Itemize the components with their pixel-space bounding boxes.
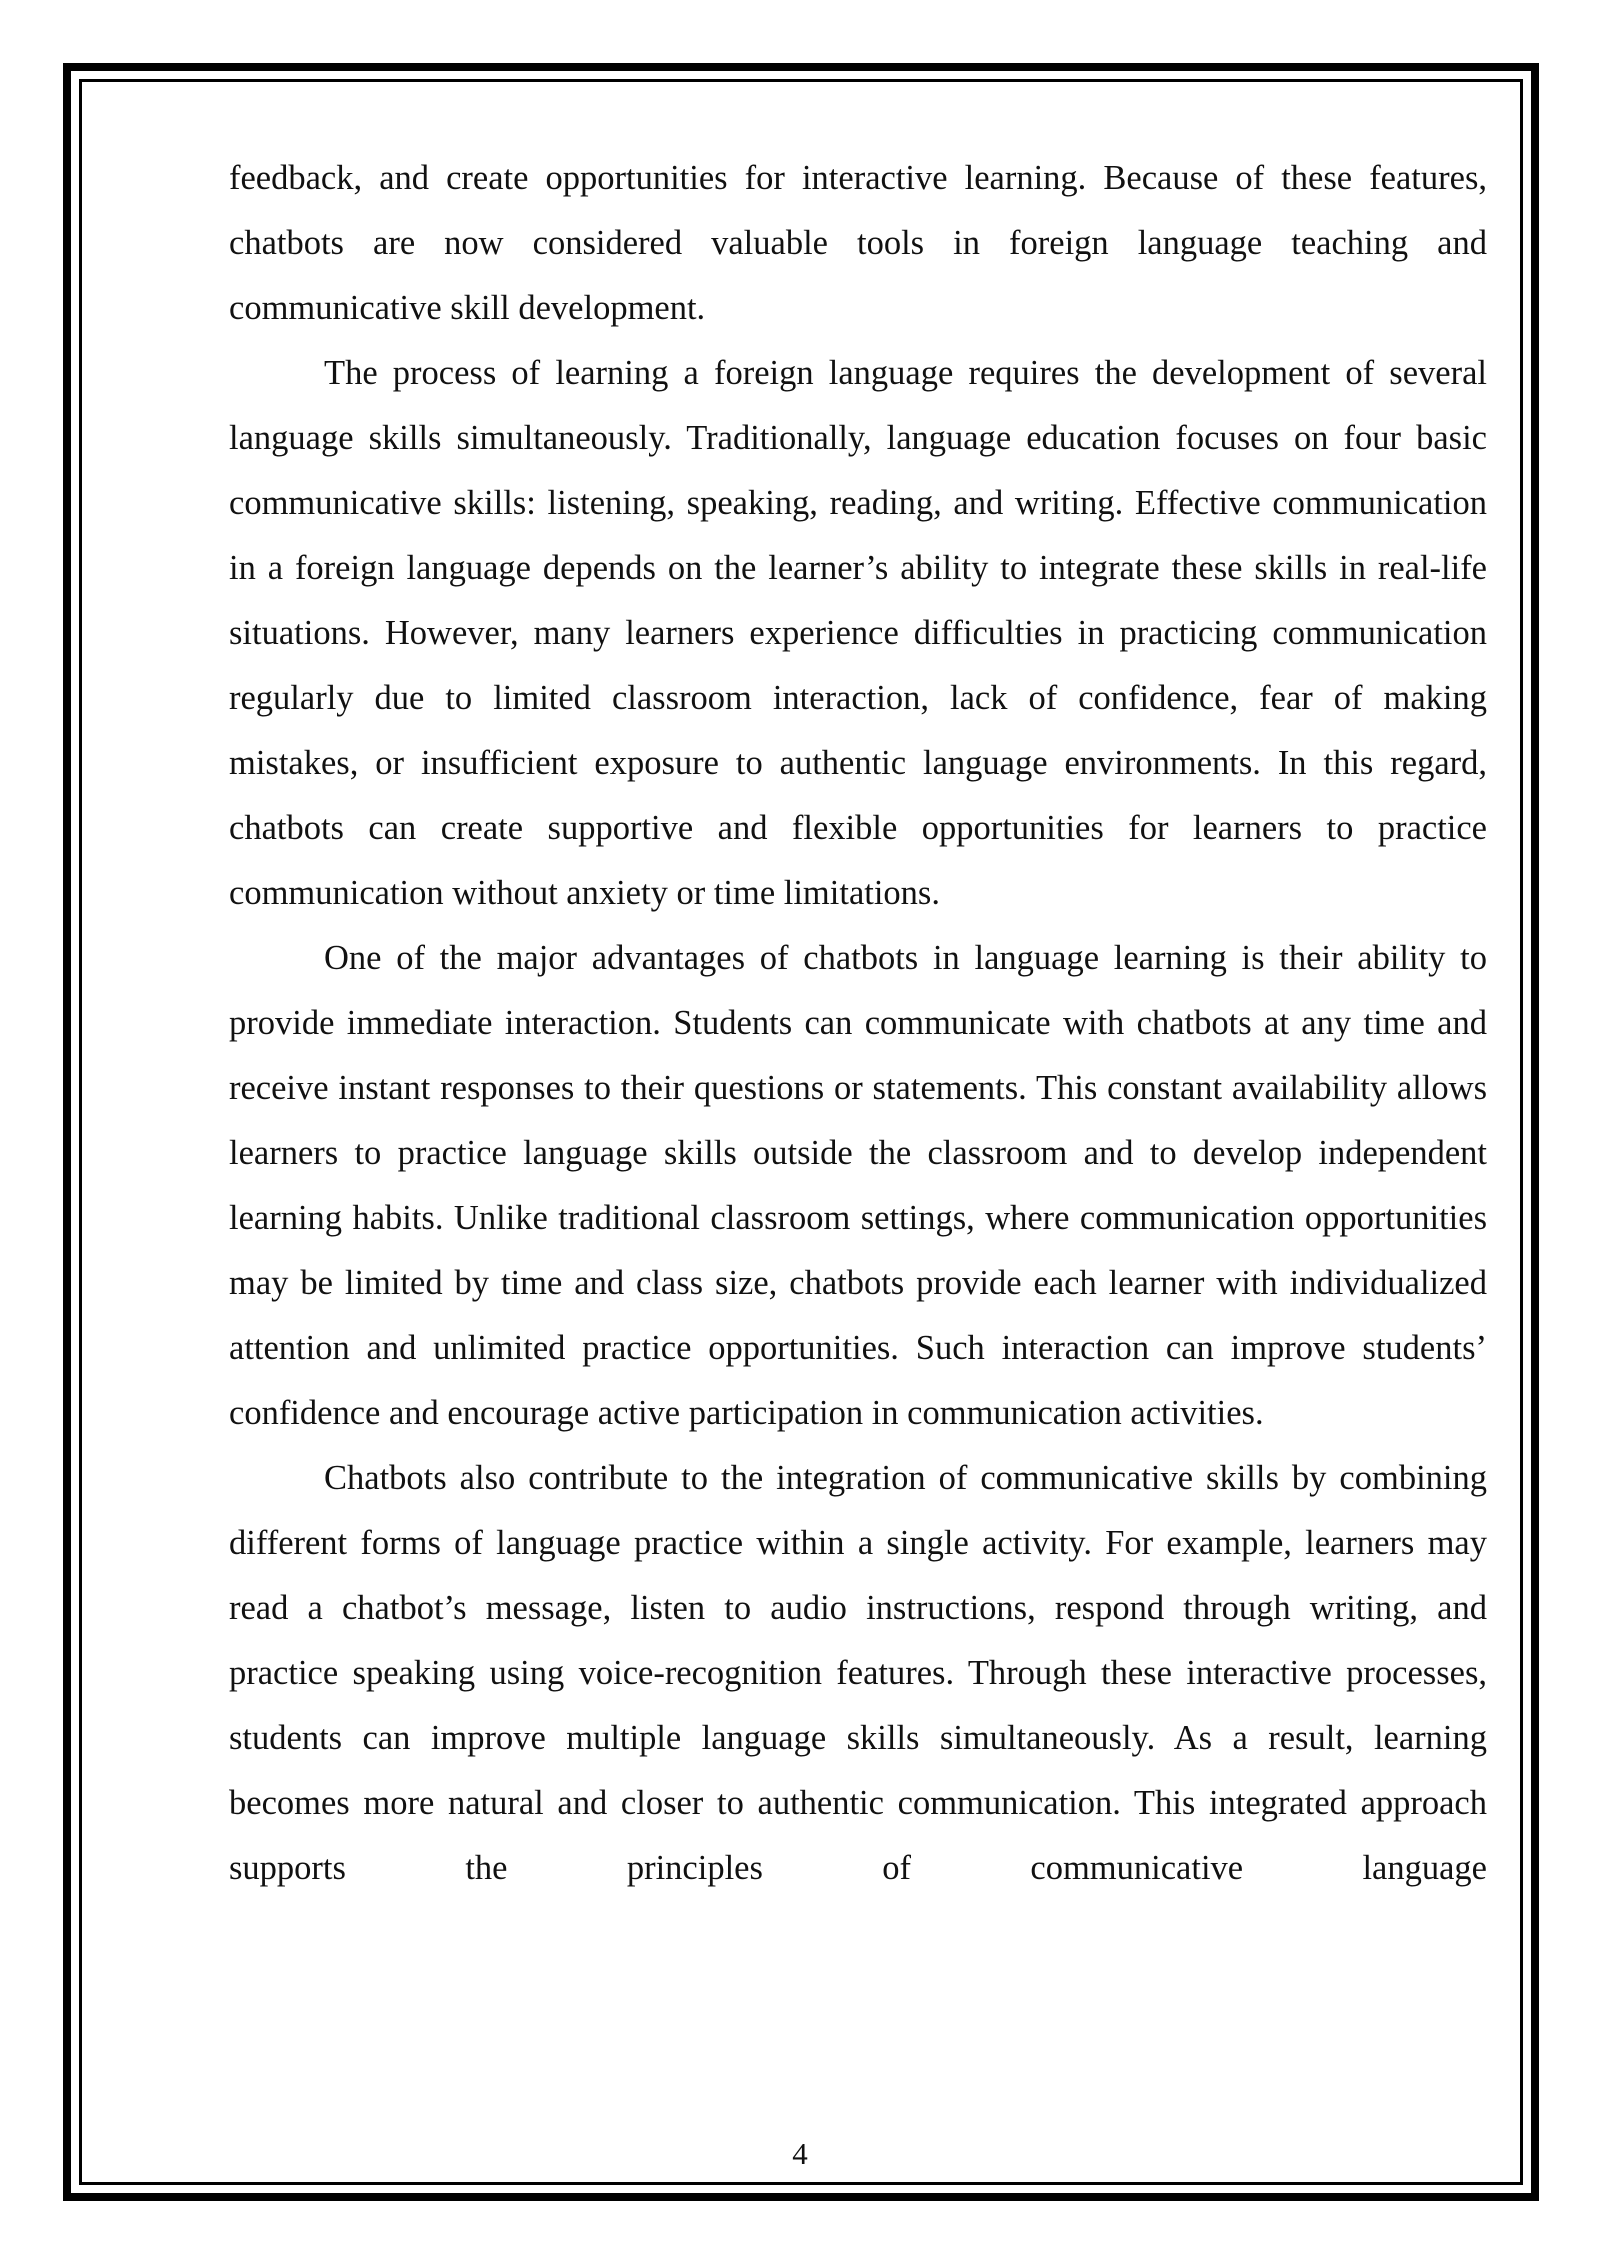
paragraph-skill-integration: Chatbots also contribute to the integration of communicative skills by combining different forms of language practice within a single activity. For example, learners may read a chatbot’s message, listen to audio instructions, respond through writing, and practice speaking using voice-recognition features. Through these interactive processes, students can improve multiple language skills simultaneously. As a result, learning becomes more natural and closer to authentic communication. This integrated approach supports the principles of communicative language xyxy=(229,1459,1487,1887)
paragraph-language-skills: The process of learning a foreign language requires the development of several language skills simultaneously. Traditionally, language education focuses on four basic communicative skills: listening, speaking, reading, and writing. Effective communication in a foreign language depends on the learner’s ability to integrate these skills in real-life situations. However, many learners experience difficulties in practicing communication regularly due to limited classroom interaction, lack of confidence, fear of making mistakes, or insufficient exposure to authentic language environments. In this regard, chatbots can create supportive and flexible opportunities for learners to practice communication without anxiety or time limitations. xyxy=(229,354,1487,912)
page-number: 4 xyxy=(792,2136,808,2171)
document-body xyxy=(229,146,1487,1901)
paragraph-continued: feedback, and create opportunities for interactive learning. Because of these features, chatbots are now considered valuable tools in foreign language teaching and communicative skill development. xyxy=(229,159,1487,327)
paragraph-immediate-interaction: One of the major advantages of chatbots in language learning is their ability to provide immediate interaction. Students can communicate with chatbots at any time and receive instant responses to their questions or statements. This constant availability allows learners to practice language skills outside the classroom and to develop independent learning habits. Unlike traditional classroom settings, where communication opportunities may be limited by time and class size, chatbots provide each learner with individualized attention and unlimited practice opportunities. Such interaction can improve students’ confidence and encourage active participation in communication activities. xyxy=(229,939,1487,1432)
